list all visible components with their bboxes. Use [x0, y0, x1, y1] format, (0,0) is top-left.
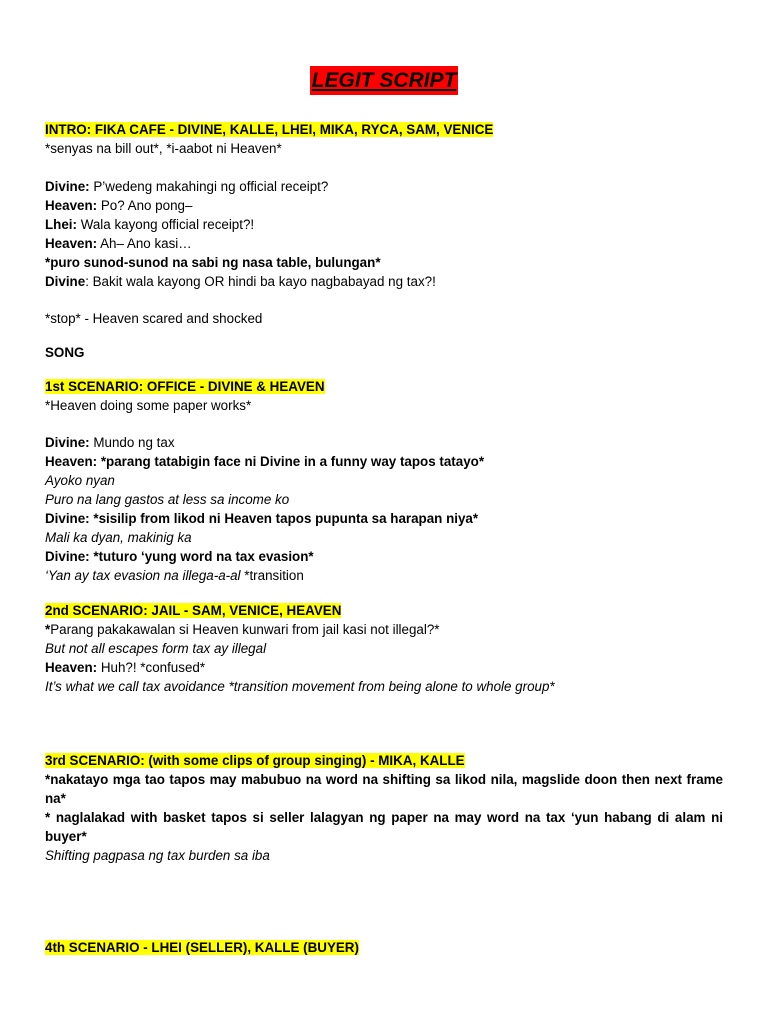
transition-note: *transition [240, 568, 304, 583]
intro-line-1 [45, 177, 723, 196]
intro-bold-direction [45, 253, 723, 272]
dialogue-text: Mundo ng tax [89, 435, 175, 450]
lyric-text: Puro na lang gastos at less sa income ko [45, 492, 290, 507]
dialogue-text: : Bakit wala kayong OR hindi ba kayo nagbabayad ng tax?! [85, 274, 436, 289]
lyric-text: Shifting pagpasa ng tax burden sa iba [45, 848, 270, 863]
scenario1-line-3 [45, 509, 723, 528]
bold-direction-text: *puro sunod-sunod na sabi ng nasa table, bulungan* [45, 255, 381, 270]
scenario1-lyric-2 [45, 490, 723, 509]
scenario1-lyric-4 [45, 566, 723, 585]
intro-heading-line [45, 120, 723, 139]
intro-line-3 [45, 215, 723, 234]
scenario2-direction [45, 620, 723, 639]
song-label: SONG [45, 345, 85, 360]
scenario2-lyric-1 [45, 639, 723, 658]
bold-direction-text: *nakatayo mga tao tapos may mabubuo na word na shifting sa likod nila, magslide doon then next frame na* [45, 772, 723, 806]
speaker-label: Heaven: [45, 198, 98, 213]
song-heading [45, 343, 723, 362]
speaker-label: Lhei: [45, 217, 77, 232]
lyric-text: Ayoko nyan [45, 473, 115, 488]
document-title: LEGIT SCRIPT [310, 66, 459, 95]
dialogue-text: Wala kayong official receipt?! [77, 217, 255, 232]
scenario1-direction: *Heaven doing some paper works* [45, 398, 252, 413]
scenario4-heading-line [45, 938, 723, 957]
lyric-text: ‘Yan ay tax evasion na illega-a-al [45, 568, 241, 583]
scenario1-line-4 [45, 547, 723, 566]
scenario3-direction-2 [45, 808, 723, 846]
bold-direction-text: *sisilip from likod ni Heaven tapos pupunta sa harapan niya* [89, 511, 479, 526]
scenario2-line-1 [45, 658, 723, 677]
dialogue-text: Po? Ano pong– [97, 198, 193, 213]
title-row [0, 66, 768, 95]
speaker-label: Divine: [45, 549, 90, 564]
speaker-label: Divine: [45, 435, 90, 450]
bold-direction-text: * naglalakad with basket tapos si seller lalagyan ng paper na may word na tax ‘yun habang di alam ni buyer* [45, 810, 723, 844]
bold-direction-text: *parang tatabigin face ni Divine in a funny way tapos tatayo* [97, 454, 485, 469]
intro-direction: *senyas na bill out*, *i-aabot ni Heaven* [45, 141, 282, 156]
lyric-text: It’s what we call tax avoidance *transition movement from being alone to whole group* [45, 679, 555, 694]
lyric-text: Mali ka dyan, makinig ka [45, 530, 192, 545]
bold-direction-text: *tuturo ‘yung word na tax evasion* [89, 549, 314, 564]
speaker-label: Divine: [45, 179, 90, 194]
dialogue-text: P’wedeng makahingi ng official receipt? [89, 179, 329, 194]
scenario3-lyric [45, 846, 723, 865]
scenario1-lyric-3 [45, 528, 723, 547]
speaker-label: Heaven: [45, 236, 98, 251]
asterisk: * [45, 622, 51, 637]
dialogue-text: Huh?! *confused* [97, 660, 206, 675]
intro-stop: *stop* - Heaven scared and shocked [45, 311, 263, 326]
scenario1-heading: 1st SCENARIO: OFFICE - DIVINE & HEAVEN [45, 379, 325, 394]
scenario3-heading-line [45, 751, 723, 770]
direction-text: Parang pakakawalan si Heaven kunwari from jail kasi not illegal?* [50, 622, 440, 637]
intro-line-4 [45, 234, 723, 253]
intro-heading: INTRO: FIKA CAFE - DIVINE, KALLE, LHEI, MIKA, RYCA, SAM, VENICE [45, 122, 494, 137]
speaker-label: Heaven: [45, 454, 98, 469]
scenario2-lyric-2 [45, 677, 723, 696]
scenario2-heading-line [45, 601, 723, 620]
dialogue-text: Ah– Ano kasi… [97, 236, 192, 251]
speaker-label: Heaven: [45, 660, 98, 675]
lyric-text: But not all escapes form tax ay illegal [45, 641, 267, 656]
scenario1-line-1 [45, 433, 723, 452]
scenario1-line-2 [45, 452, 723, 471]
intro-line-5 [45, 272, 723, 291]
speaker-label: Divine: [45, 511, 90, 526]
scenario1-heading-line [45, 377, 723, 396]
speaker-label: Divine [45, 274, 86, 289]
scenario2-heading: 2nd SCENARIO: JAIL - SAM, VENICE, HEAVEN [45, 603, 342, 618]
scenario1-lyric-1 [45, 471, 723, 490]
scenario3-heading: 3rd SCENARIO: (with some clips of group singing) - MIKA, KALLE [45, 753, 465, 768]
intro-line-2 [45, 196, 723, 215]
scenario4-heading: 4th SCENARIO - LHEI (SELLER), KALLE (BUYER) [45, 940, 359, 955]
scenario3-direction-1 [45, 770, 723, 808]
